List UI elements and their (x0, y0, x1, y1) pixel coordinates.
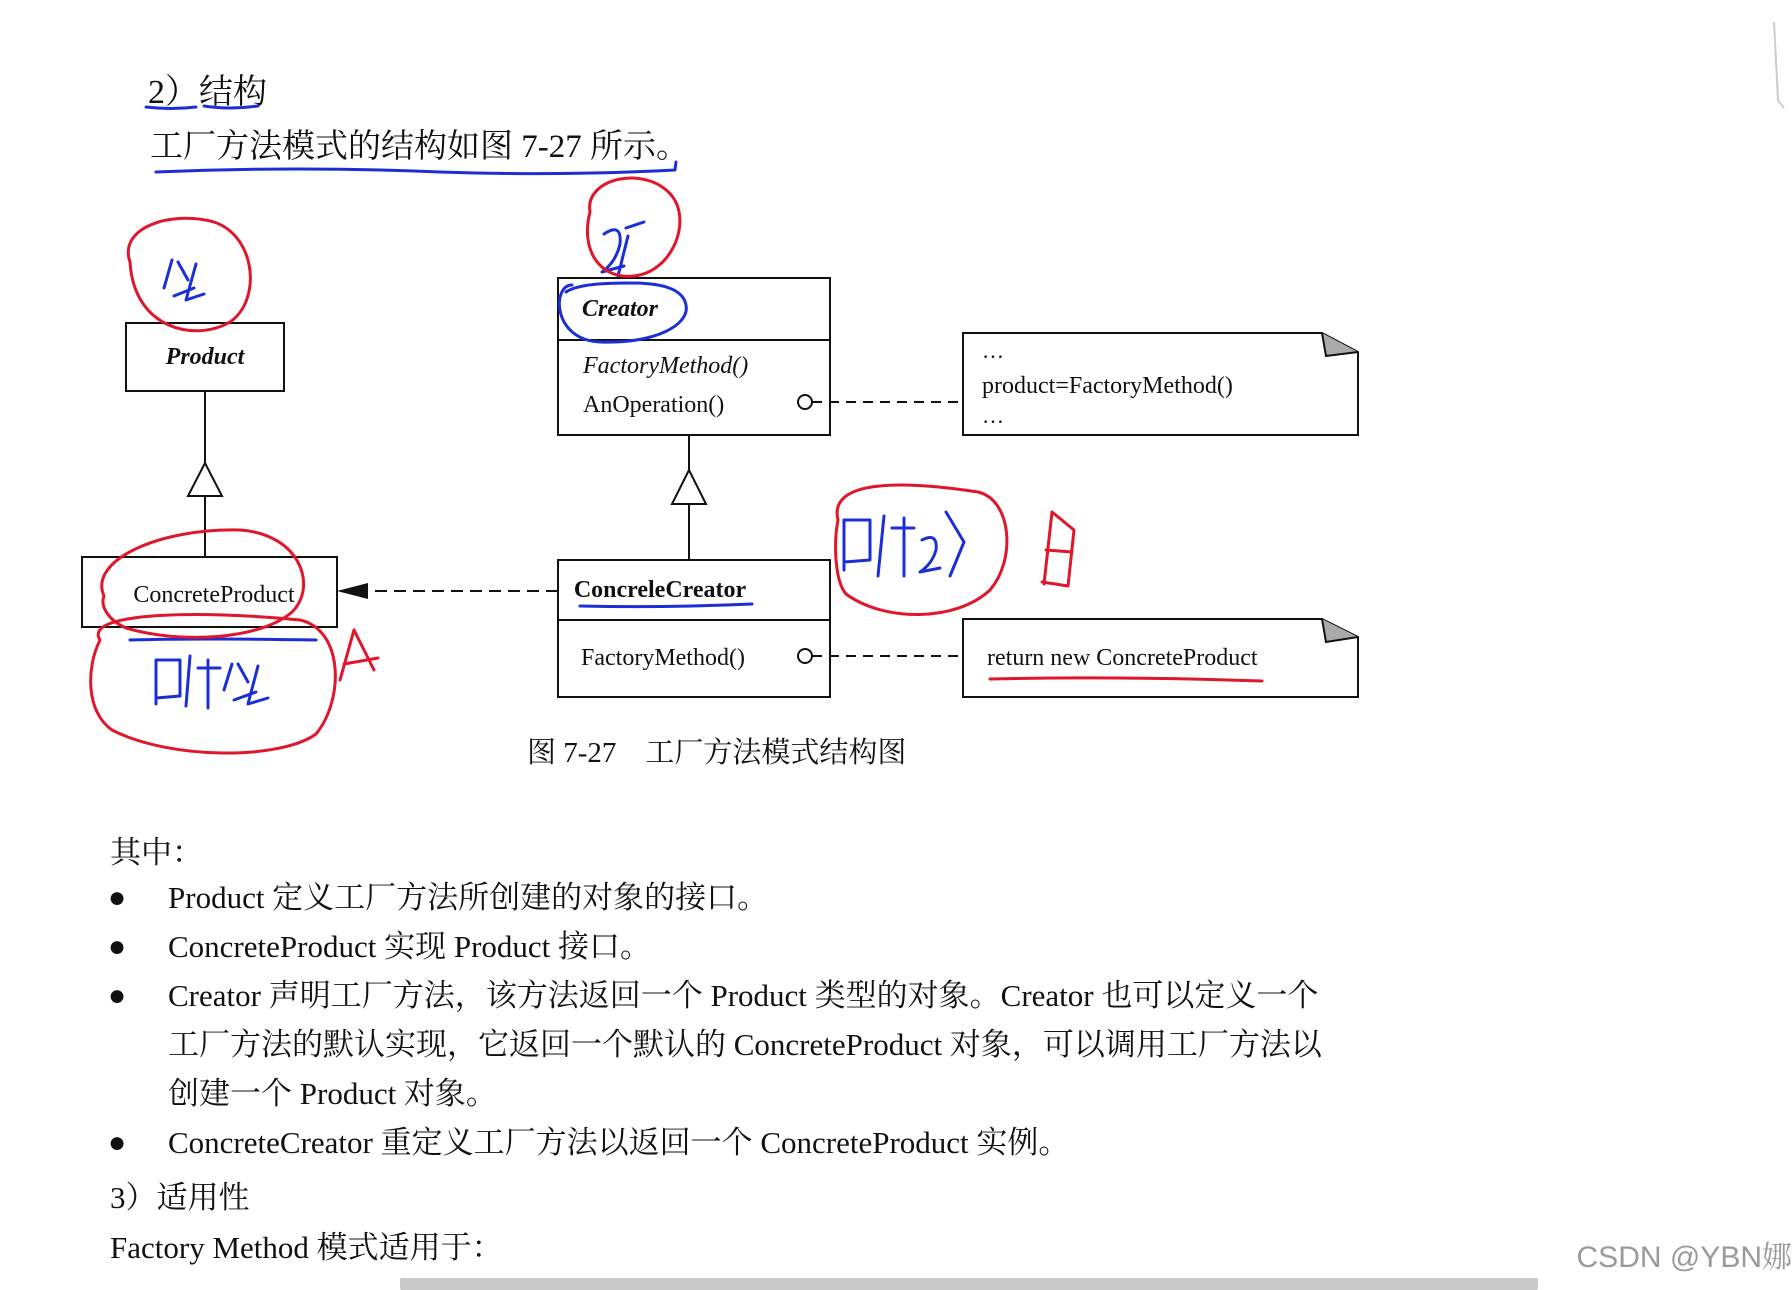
watermark: CSDN @YBN娜 (1576, 1241, 1792, 1274)
creator-method-operation: AnOperation() (583, 392, 725, 418)
inheritance-triangle-creator (672, 470, 706, 504)
intro-text: 工厂方法模式的结构如图 7-27 所示。 (150, 129, 689, 165)
concrete-product-label: ConcreteProduct (133, 582, 295, 608)
note2-line: return new ConcreteProduct (987, 645, 1258, 671)
note-return (963, 619, 1358, 697)
concrete-creator-label: ConcreleCreator (573, 577, 747, 603)
creator-label: Creator (581, 296, 659, 322)
page-edge-icon (1772, 20, 1786, 110)
bullet-product: ● Product 定义工厂方法所创建的对象的接口。 (108, 880, 769, 915)
concrete-creator-method: FactoryMethod() (581, 645, 745, 671)
bullet-text: 工厂方法的默认实现，它返回一个默认的 ConcreteProduct 对象，可以调用工厂方法以 (168, 1027, 1322, 1062)
bullet-text: Product 定义工厂方法所创建的对象的接口。 (168, 880, 769, 915)
bullet-text: Creator 声明工厂方法，该方法返回一个 Product 类型的对象。Creator 也可以定义一个 (168, 978, 1319, 1013)
inheritance-triangle (188, 463, 222, 496)
where-label: 其中： (110, 835, 203, 870)
bullet-concrete-creator: ● ConcreteCreator 重定义工厂方法以返回一个 ConcreteProduct 实例。 (108, 1125, 1070, 1160)
creator-method-factory: FactoryMethod() (583, 353, 749, 379)
bullet-creator-cont2 (108, 1069, 1488, 1118)
figure-caption: 图 7-27 工厂方法模式结构图 (527, 737, 907, 769)
creator-class (558, 278, 830, 435)
bullet-text: ConcreteProduct 实现 Product 接口。 (168, 929, 652, 964)
bullet-creator: ● Creator 声明工厂方法，该方法返回一个 Product 类型的对象。Creator 也可以定义一个 (108, 978, 1319, 1013)
bullet-concrete-product: ● ConcreteProduct 实现 Product 接口。 (108, 929, 652, 964)
section-heading: 2）结构 (148, 74, 267, 111)
horizontal-scrollbar[interactable] (400, 1278, 1538, 1290)
note1-line-3: … (982, 403, 1004, 428)
note1-line-1: … (982, 338, 1004, 363)
note-operation (963, 333, 1358, 435)
applicability-text: Factory Method 模式适用于： (110, 1230, 503, 1265)
concrete-creator-class (558, 560, 830, 697)
description-list (108, 873, 1408, 1167)
applicability-heading: 3）适用性 (110, 1180, 250, 1215)
bullet-text: ConcreteCreator 重定义工厂方法以返回一个 ConcreteProduct 实例。 (168, 1125, 1070, 1160)
product-label: Product (165, 344, 245, 370)
product-class (126, 323, 284, 391)
bullet-text: 创建一个 Product 对象。 (168, 1076, 497, 1111)
note1-line-2: product=FactoryMethod() (982, 373, 1233, 399)
concrete-product-class (82, 557, 337, 627)
bullet-creator-cont1 (108, 1020, 1488, 1069)
